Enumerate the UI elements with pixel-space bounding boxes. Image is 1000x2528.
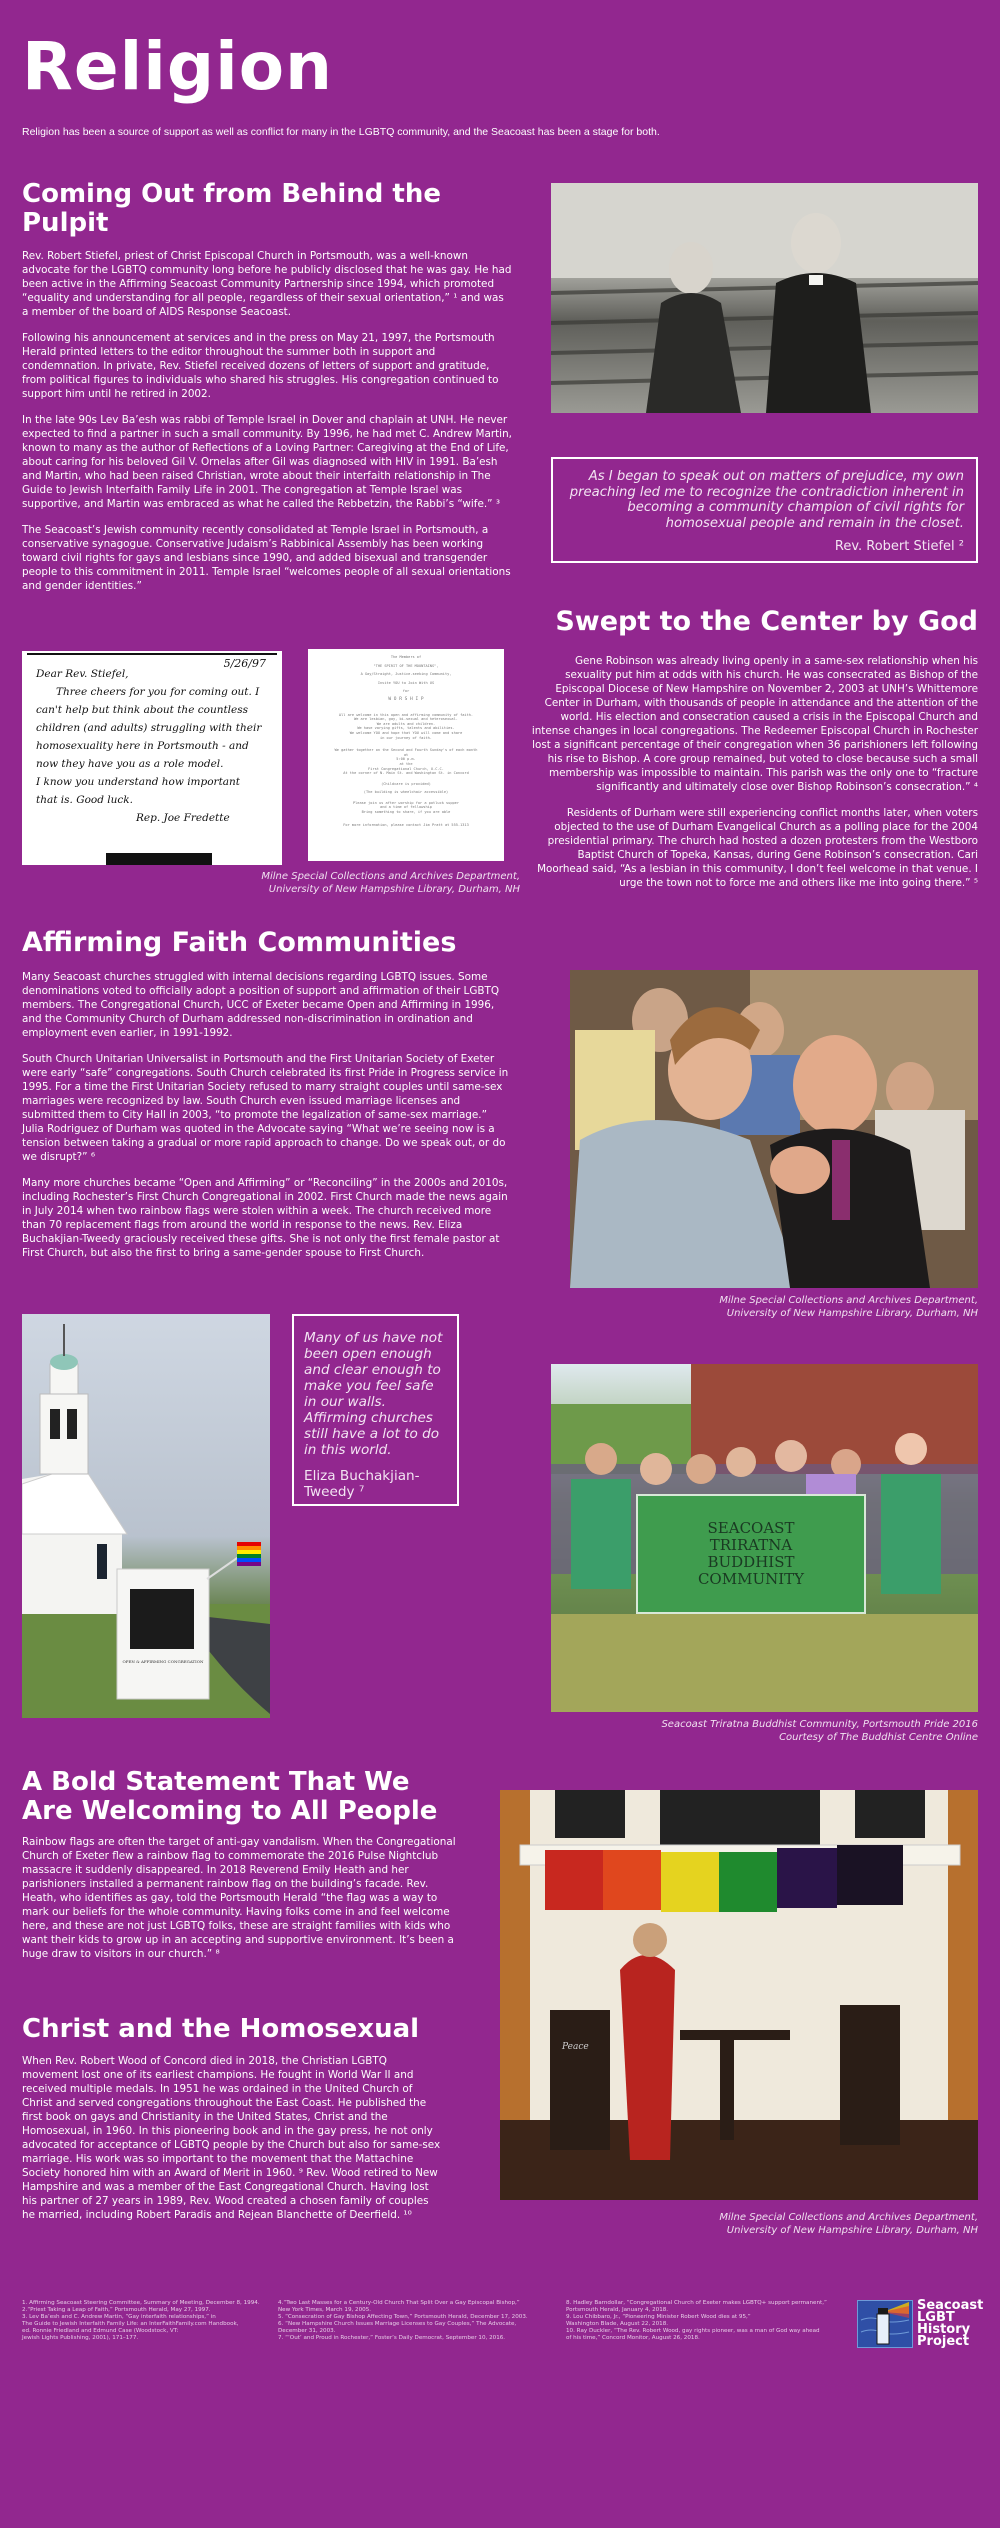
- page-title: Religion: [22, 28, 334, 105]
- footnotes-col2: [278, 2300, 528, 2342]
- banner-line: TRIRATNA: [709, 1536, 793, 1554]
- letter-line: now they have you as a role model.: [36, 758, 224, 770]
- footnote: 9. Lou Chibbaro, Jr., “Pioneering Minister Robert Wood dies at 95,”: [566, 2314, 751, 2320]
- flyer-line: (Childcare is provided): [381, 781, 431, 786]
- photo-church-art: [22, 1314, 270, 1718]
- quote-attribution: Eliza Buchakjian-Tweedy ⁷: [304, 1468, 420, 1500]
- footnote: 2.“Priest Taking a Leap of Faith,” Portsmouth Herald, May 27, 1997.: [22, 2307, 211, 2313]
- footnote: 10. Ray Duckler, “The Rev. Robert Wood, gay rights pioneer, was a man of God way ahead: [566, 2328, 820, 2334]
- section-heading-swept: Swept to the Center by God: [555, 606, 978, 637]
- letter-lines: [36, 665, 261, 827]
- footnote: December 31, 2003.: [278, 2328, 336, 2334]
- flyer-line: Bring something to share, if you are able: [361, 810, 451, 815]
- photo-rainbow-stage: [500, 1790, 978, 2200]
- flyer-line: W O R S H I P: [388, 696, 424, 702]
- footnotes-col3: [566, 2300, 827, 2342]
- banner-line: SEACOAST: [707, 1519, 795, 1537]
- footnote: 5. “Consecration of Gay Bishop Affecting Town,” Portsmouth Herald, December 17, 2003.: [278, 2314, 528, 2320]
- flyer-line: We are lesbian, gay, bi-sexual and heterosexual.: [354, 717, 458, 722]
- footnote: The Guide to Jewish Interfaith Family Life: an InterFaithFamily.com Handbook,: [22, 2321, 239, 2327]
- section-heading-christ: Christ and the Homosexual: [22, 2014, 420, 2044]
- heading-line: A Bold Statement That We: [22, 1767, 410, 1797]
- photo-stiefel-art: [551, 183, 978, 413]
- photo-stiefel: [551, 183, 978, 413]
- photo-pride: [551, 1364, 978, 1712]
- banner-line: BUDDHIST: [707, 1553, 795, 1571]
- flyer-line: 5:00 p.m.: [396, 757, 416, 762]
- flyer-line: For more information, please contact Jim Pratt at 555-1313: [343, 822, 469, 827]
- caption-letters: [200, 870, 520, 896]
- lighthouse-icon: [857, 2300, 913, 2348]
- footnote: Jewish Lights Publishing, 2001), 171–177.: [22, 2335, 139, 2341]
- quote-box-stiefel: [551, 457, 978, 563]
- letter-line: can't help but think about the countless: [36, 704, 249, 716]
- logo-line: Project: [917, 2334, 970, 2349]
- section-swept: [528, 654, 978, 902]
- flyer-line: First Congregational Church, U.C.C.: [368, 766, 444, 771]
- logo-line: Seacoast: [917, 2298, 984, 2313]
- paragraph: Many more churches became “Open and Affirming” or “Reconciling” in the 2000s and 2010s, including Rochester’s First Church Congregational in 2002. First Church made the news again in July 2014 when two rainbow flags were stolen within a week. The church received more than 70 replacement flags from around the world in response to the news. Rev. Eliza Buchakjian-Tweedy graciously received these gifts. She is not only the first female pastor at First Church, but also the first to bring a same-gender spouse to First Church.: [22, 1176, 508, 1259]
- caption-line: University of New Hampshire Library, Durham, NH: [726, 2225, 978, 2236]
- section-pulpit: [22, 180, 512, 605]
- photo-church: [22, 1314, 270, 1718]
- caption-line: Milne Special Collections and Archives Department,: [719, 1295, 978, 1306]
- church-sign-text: OPEN & AFFIRMING CONGREGATION: [122, 1659, 204, 1664]
- footnote: ed. Ronnie Friedland and Edmund Case (Woodstock, VT:: [22, 2328, 179, 2334]
- footnote: 4.“Two Last Masses for a Century-Old Church That Split Over a Gay Episcopal Bishop,”: [278, 2300, 520, 2306]
- heading-line: Are Welcoming to All People: [22, 1795, 438, 1826]
- quote-text: Many of us have not been open enough and clear enough to make you feel safe in our walls. Affirming churches still have a lot to do in this world.: [304, 1330, 443, 1458]
- letter-line: homosexuality here in Portsmouth - and: [36, 740, 249, 752]
- logo-line: LGBT: [917, 2310, 955, 2325]
- footnote: Portsmouth Herald, January 4, 2018.: [566, 2307, 669, 2313]
- section-bold: [22, 1768, 462, 1973]
- paragraph: When Rev. Robert Wood of Concord died in 2018, the Christian LGBTQ movement lost one of its earliest champions. He fought in World War II and received multiple medals. In 1951 he was ordained in the United Church of Christ and served congregations throughout the East Coast. He published the first book on gays and Christianity in the United States, Christ and the Homosexual, in 1960. In this pioneering book and in the gay press, he not only advocated for acceptance of LGBTQ people by the Church but also for same-sex marriage. His work was so important to the movement that the Mattachine Society honored him with an Award of Merit in 1960. ⁹ Rev. Wood retired to New Hampshire and was a member of the East Congregational Church. Having lost his partner of 27 years in 1989, Rev. Wood created a chosen family of couples he married, including Robert Paradis and Rejean Blanchette of Deerfield. ¹⁰: [22, 2054, 441, 2221]
- caption-rainbow-stage: [620, 2211, 978, 2237]
- letter-signature: Rep. Joe Fredette: [136, 812, 230, 824]
- section-heading-bold: [22, 1768, 462, 1825]
- footnote: 6. “New Hampshire Church Issues Marriage Licenses to Gay Couples,” The Advocate,: [278, 2321, 517, 2327]
- caption-pride: [620, 1718, 978, 1744]
- photo-robinson-art: [570, 970, 978, 1288]
- flyer-line: We are adults and children.: [376, 721, 436, 726]
- footnote: 1. Affirming Seacoast Steering Committee, Summary of Meeting, December 8, 1994.: [22, 2300, 260, 2306]
- letter-date: 5/26/97: [223, 657, 266, 670]
- flyer-line: We gather together on the Second and Fourth Sunday's of each month: [334, 748, 478, 753]
- quote-text: As I began to speak out on matters of prejudice, my own preaching led me to recognize the contradiction inherent in becoming a community champion of civil rights for homosexual people and remain in the closet.: [569, 469, 964, 531]
- photo-letter: [22, 651, 282, 865]
- paragraph: Gene Robinson was already living openly in a same-sex relationship when his sexuality put him at odds with his church. He was consecrated as Bishop of the Episcopal Diocese of New Hampshire on November 2, 2003 at UNH’s Whittemore Center in Durham, with thousands of people in attendance and the attention of the world. His election and consecration caused a crisis in the Episcopal Church and intense changes in local congregations. The Redeemer Episcopal Church in Rochester lost a significant percentage of their congregation when 36 parishioners left following his rise to Bishop. A core group remained, but voted to close because such a small membership was impossible to maintain. This parish was the only one to “fracture significantly and ultimately close over Bishop Robinson’s consecration.” ⁴: [531, 655, 978, 793]
- photo-robinson: [570, 970, 978, 1288]
- flyer-line: We have varying gifts, talents and abilities.: [357, 726, 455, 731]
- flyer-line: At the corner of N. Main St. and Washington St. in Concord: [343, 771, 469, 776]
- section-heading-affirming: Affirming Faith Communities: [22, 927, 457, 958]
- banner-line: COMMUNITY: [697, 1570, 805, 1588]
- paragraph: South Church Unitarian Universalist in Portsmouth and the First Unitarian Society of Exeter were early “safe” congregations. South Church celebrated its first Pride in Progress service in 1995. For a time the First Unitarian Society refused to marry straight couples until same-sex marriages were recognized by law. South Church even issued marriage licenses and submitted them to City Hall in 2003, “to promote the legalization of same-sex marriage.” Julia Rodriguez of Durham was quoted in the Advocate saying “What we’re seeing now is a tension between taking a gradual or more rapid approach to change. Do we speak out, or do we disrupt?” ⁶: [22, 1052, 509, 1163]
- flyer-line: at: [403, 752, 409, 757]
- photo-rainbow-stage-art: [500, 1790, 978, 2200]
- letter-line: Three cheers for you for coming out. I: [56, 686, 260, 698]
- flyer-line: for: [402, 689, 410, 694]
- footnote: Washington Blade, August 22, 2018.: [566, 2321, 669, 2327]
- caption-line: Seacoast Triratna Buddhist Community, Portsmouth Pride 2016: [661, 1719, 978, 1730]
- flyer-line: Please join us after worship for a potluck supper: [352, 800, 460, 805]
- paragraph: Rev. Robert Stiefel, priest of Christ Episcopal Church in Portsmouth, was a well-known advocate for the LGBTQ community long before he publicly disclosed that he was gay. He had been active in the Affirming Seacoast Community Partnership since 1994, which promoted “equality and understanding for all people, regardless of their sexual orientation,” ¹ and was a member of the board of AIDS Response Seacoast.: [22, 250, 512, 319]
- footnote: 3. Lev Ba’esh and C. Andrew Martin, “Gay interfaith relationships,” in: [22, 2314, 216, 2320]
- caption-robinson: [620, 1294, 978, 1320]
- section-heading-pulpit: Coming Out from Behind the Pulpit: [22, 179, 441, 238]
- letter-line: I know you understand how important: [36, 776, 241, 788]
- caption-line: Courtesy of The Buddhist Centre Online: [779, 1732, 978, 1743]
- footnote: 8. Hadley Barndollar, “Congregational Church of Exeter makes LGBTQ+ support permanent,”: [566, 2300, 827, 2306]
- logo-line: History: [917, 2322, 971, 2337]
- footnote: 7. “‘Out’ and Proud in Rochester,” Foster’s Daily Democrat, September 10, 2016.: [278, 2335, 506, 2341]
- paragraph: Residents of Durham were still experiencing conflict months later, when voters objected to the use of Durham Evangelical Church as a polling place for the 2004 presidential primary. The church had hosted a dozen protesters from the Westboro Baptist Church of Topeka, Kansas, during Gene Robinson’s consecration. Cari Moorhead said, “As a lesbian in this community, I don’t feel welcome in that venue. I urge the town not to force me and others like me into going there.” ⁵: [537, 807, 978, 889]
- quote-attribution: Rev. Robert Stiefel ²: [834, 539, 964, 554]
- caption-line: Milne Special Collections and Archives Department,: [719, 2212, 978, 2223]
- flyer-line: "THE SPIRIT OF THE MOUNTAINS",: [373, 663, 439, 668]
- flyer-line: Invite YOU to Join With US: [377, 680, 435, 685]
- photo-flyer: [308, 649, 504, 861]
- caption-line: University of New Hampshire Library, Durham, NH: [268, 884, 520, 895]
- paragraph: Following his announcement at services and in the press on May 21, 1997, the Portsmouth Herald printed letters to the editor throughout the summer both in support and condemnation. In private, Rev. Stiefel received dozens of letters of support and gratitude, from political figures to individuals who shared his struggles. His congregation continued to support him until he retired in 2002.: [22, 332, 499, 401]
- letter-line: that is. Good luck.: [36, 794, 134, 806]
- footnote: of his time,” Concord Monitor, August 26, 2018.: [566, 2335, 700, 2341]
- flyer-line: The Members of: [390, 655, 422, 659]
- paragraph: In the late 90s Lev Ba’esh was rabbi of Temple Israel in Dover and chaplain at UNH. He never expected to find a partner in such a small community. By 1996, he had met C. Andrew Martin, known to many as the author of Reflections of a Loving Partner: Caregiving at the End of Life, about caring for his beloved Gil V. Ornelas after Gil was diagnosed with HIV in 1991. Ba’esh and Martin, who had been raised Christian, wrote about their interfaith relationship in The Guide to Jewish Interfaith Family Life in 2001. The congregation at Temple Israel was supportive, and Martin was embraced as what he called the Rebbetzin, the Rabbi’s “wife.” ³: [22, 414, 512, 511]
- paragraph: Many Seacoast churches struggled with internal decisions regarding LGBTQ issues. Some denominations voted to officially adopt a position of support and affirmation of their LGBTQ members. The Congregational Church, UCC of Exeter became Open and Affirming in 1996, and the Community Church of Durham addressed non-discrimination in ordination and employment even earlier, in 1991-1992.: [22, 970, 500, 1039]
- logo: [857, 2300, 983, 2348]
- flyer-line: A Gay/Straight, Justice-seeking Community,: [360, 672, 452, 677]
- logo-text: [917, 2300, 983, 2348]
- chair-text: Peace: [562, 2042, 589, 2052]
- letter-line: Dear Rev. Stiefel,: [36, 668, 129, 680]
- flyer-line: All are welcome in this open and affirming community of faith.: [338, 712, 474, 717]
- flyer-line: and a time of fellowship: [380, 805, 432, 810]
- caption-line: Milne Special Collections and Archives Department,: [261, 871, 520, 882]
- section-christ: [22, 2015, 442, 2234]
- banner: [636, 1494, 866, 1614]
- flyer-line: in our journey of faith.: [380, 735, 432, 740]
- caption-line: University of New Hampshire Library, Durham, NH: [726, 1308, 978, 1319]
- paragraph: Rainbow flags are often the target of anti-gay vandalism. When the Congregational Church of Exeter flew a rainbow flag to commemorate the 2016 Pulse Nightclub massacre it suddenly disappeared. In 2018 Reverend Emily Heath and her parishioners installed a permanent rainbow flag on the building’s facade. Rev. Heath, who identifies as gay, told the Portsmouth Herald “the flag was a way to mark our beliefs for the whole community. Having folks come in and feel welcome here, and these are not just LGBTQ folks, these are straight families with kids who want their kids to grow up in an accepting and supportive environment. It’s been a huge draw to visitors in our church.” ⁸: [22, 1836, 456, 1961]
- footnote: New York Times, March 19, 2005.: [278, 2307, 372, 2313]
- footnotes-col1: [22, 2300, 260, 2342]
- section-affirming: [22, 928, 512, 1272]
- flyer-line: We welcome YOU and hope that YOU will come and share: [349, 730, 463, 735]
- page-intro: Religion has been a source of support as well as conflict for many in the LGBTQ community, and the Seacoast has been a stage for both.: [22, 126, 660, 138]
- letter-line: children (and adults) struggling with their: [36, 722, 262, 734]
- paragraph: The Seacoast’s Jewish community recently consolidated at Temple Israel in Portsmouth, a conservative synagogue. Conservative Judaism’s Rabbinical Assembly has been working toward civil rights for gays and lesbians since 1990, and added bisexual and transgender people to this commitment in 2011. Temple Israel “welcomes people of all sexual orientations and gender identities.”: [22, 524, 511, 593]
- flyer-line: at the: [399, 761, 413, 766]
- quote-box-eliza: [292, 1314, 459, 1506]
- flyer-line: (The building is wheelchair accessible): [363, 790, 449, 795]
